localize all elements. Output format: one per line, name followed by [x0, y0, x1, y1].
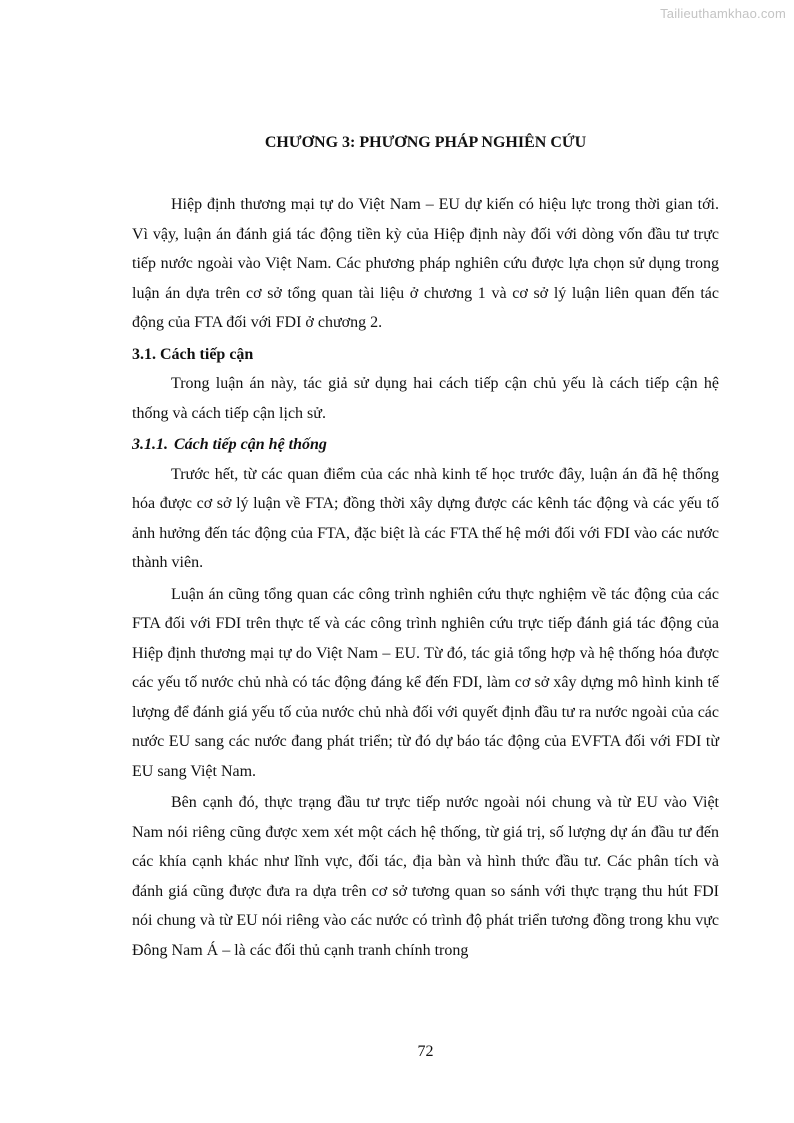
section-3-1-paragraph: Trong luận án này, tác giả sử dụng hai cách tiếp cận chủ yếu là cách tiếp cận hệ thống và cách tiếp cận lịch sử.	[132, 375, 719, 422]
section-heading-3-1-1	[132, 430, 719, 460]
section-heading-3-1: 3.1. Cách tiếp cận	[132, 345, 254, 363]
document-body	[132, 190, 719, 967]
page-number: 72	[417, 1043, 434, 1060]
body-paragraph: Bên cạnh đó, thực trạng đầu tư trực tiếp nước ngoài nói chung và từ EU vào Việt Nam nói riêng cũng được xem xét một cách hệ thống, từ giá trị, số lượng dự án đầu tư đến các khía cạnh khác như lĩnh vực, đối tác, địa bàn và hình thức đầu tư. Các phân tích và đánh giá cũng được đưa ra dựa trên cơ sở tương quan so sánh với thực trạng thu hút FDI nói chung và từ EU nói riêng vào các nước có trình độ phát triển tương đồng trong khu vực Đông Nam Á – là các đối thủ cạnh tranh chính trong	[132, 794, 719, 959]
intro-paragraph: Hiệp định thương mại tự do Việt Nam – EU dự kiến có hiệu lực trong thời gian tới. Vì vậy, luận án đánh giá tác động tiền kỳ của Hiệp định này đối với dòng vốn đầu tư trực tiếp nước ngoài vào Việt Nam. Các phương pháp nghiên cứu được lựa chọn sử dụng trong luận án dựa trên cơ sở tổng quan tài liệu ở chương 1 và cơ sở lý luận liên quan đến tác động của FTA đối với FDI ở chương 2.	[132, 196, 719, 331]
body-paragraph: Luận án cũng tổng quan các công trình nghiên cứu thực nghiệm về tác động của các FTA đối với FDI trên thực tế và các công trình nghiên cứu trực tiếp đánh giá tác động của Hiệp định thương mại tự do Việt Nam – EU. Từ đó, tác giả tổng hợp và hệ thống hóa được các yếu tố nước chủ nhà có tác động đáng kể đến FDI, làm cơ sở xây dựng mô hình kinh tế lượng để đánh giá yếu tố của nước chủ nhà đối với quyết định đầu tư ra nước ngoài của các nước EU sang các nước đang phát triển; từ đó dự báo tác động của EVFTA đối với FDI từ EU sang Việt Nam.	[132, 585, 719, 780]
watermark: Tailieuthamkhao.com	[660, 6, 786, 21]
body-paragraph: Trước hết, từ các quan điểm của các nhà kinh tế học trước đây, luận án đã hệ thống hóa được cơ sở lý luận về FTA; đồng thời xây dựng được các kênh tác động và các yếu tố ảnh hưởng đến tác động của FTA, đặc biệt là các FTA thế hệ mới đối với FDI vào các nước thành viên.	[132, 465, 719, 571]
section-title: Cách tiếp cận hệ thống	[174, 436, 327, 453]
chapter-title: CHƯƠNG 3: PHƯƠNG PHÁP NGHIÊN CỨU	[264, 134, 587, 151]
section-number: 3.1.1.	[132, 436, 168, 453]
